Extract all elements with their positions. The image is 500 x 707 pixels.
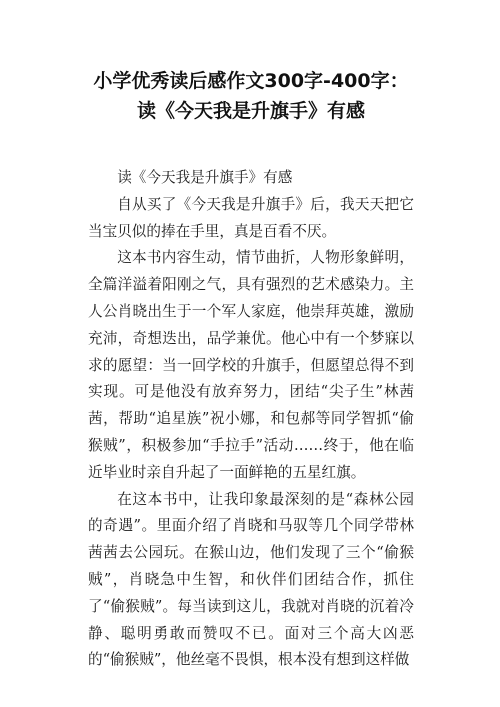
document-title	[88, 66, 414, 126]
title-line-1: 小学优秀读后感作文300字-400字：	[93, 70, 409, 92]
document-body	[88, 165, 414, 674]
title-line-2: 读《今天我是升旗手》有感	[136, 100, 365, 122]
paragraph-heading: 读《今天我是升旗手》有感	[117, 169, 293, 186]
paragraph: 自从买了《今天我是升旗手》后，我天天把它当宝贝似的捧在手里，真是百看不厌。	[88, 195, 414, 240]
paragraph: 在这本书中，让我印象最深刻的是“森林公园的奇遇”。里面介绍了肖晓和马驭等几个同学带林茜茜去公园玩。在猴山边，他们发现了三个“偷猴贼”，肖晓急中生智，和伙伴们团结合作，抓住了“偷猴贼”。每当读到这儿，我就对肖晓的沉着冷静、聪明勇敢而赞叹不已。面对三个高大凶恶的“偷猴贼”，他丝毫不畏惧，根本没有想到这样做	[88, 490, 414, 669]
paragraph: 这本书内容生动，情节曲折，人物形象鲜明，全篇洋溢着阳刚之气，具有强烈的艺术感染力。主人公肖晓出生于一个军人家庭，他崇拜英雄，激励充沛，奇想迭出，品学兼优。他心中有一个梦寐以求的愿望：当一回学校的升旗手，但愿望总得不到实现。可是他没有放弃努力，团结“尖子生”林茜茜，帮助“追星族”祝小娜，和包郝等同学智抓“偷猴贼”，积极参加“手拉手”活动……终于，他在临近毕业时亲自升起了一面鲜艳的五星红旗。	[88, 249, 414, 481]
